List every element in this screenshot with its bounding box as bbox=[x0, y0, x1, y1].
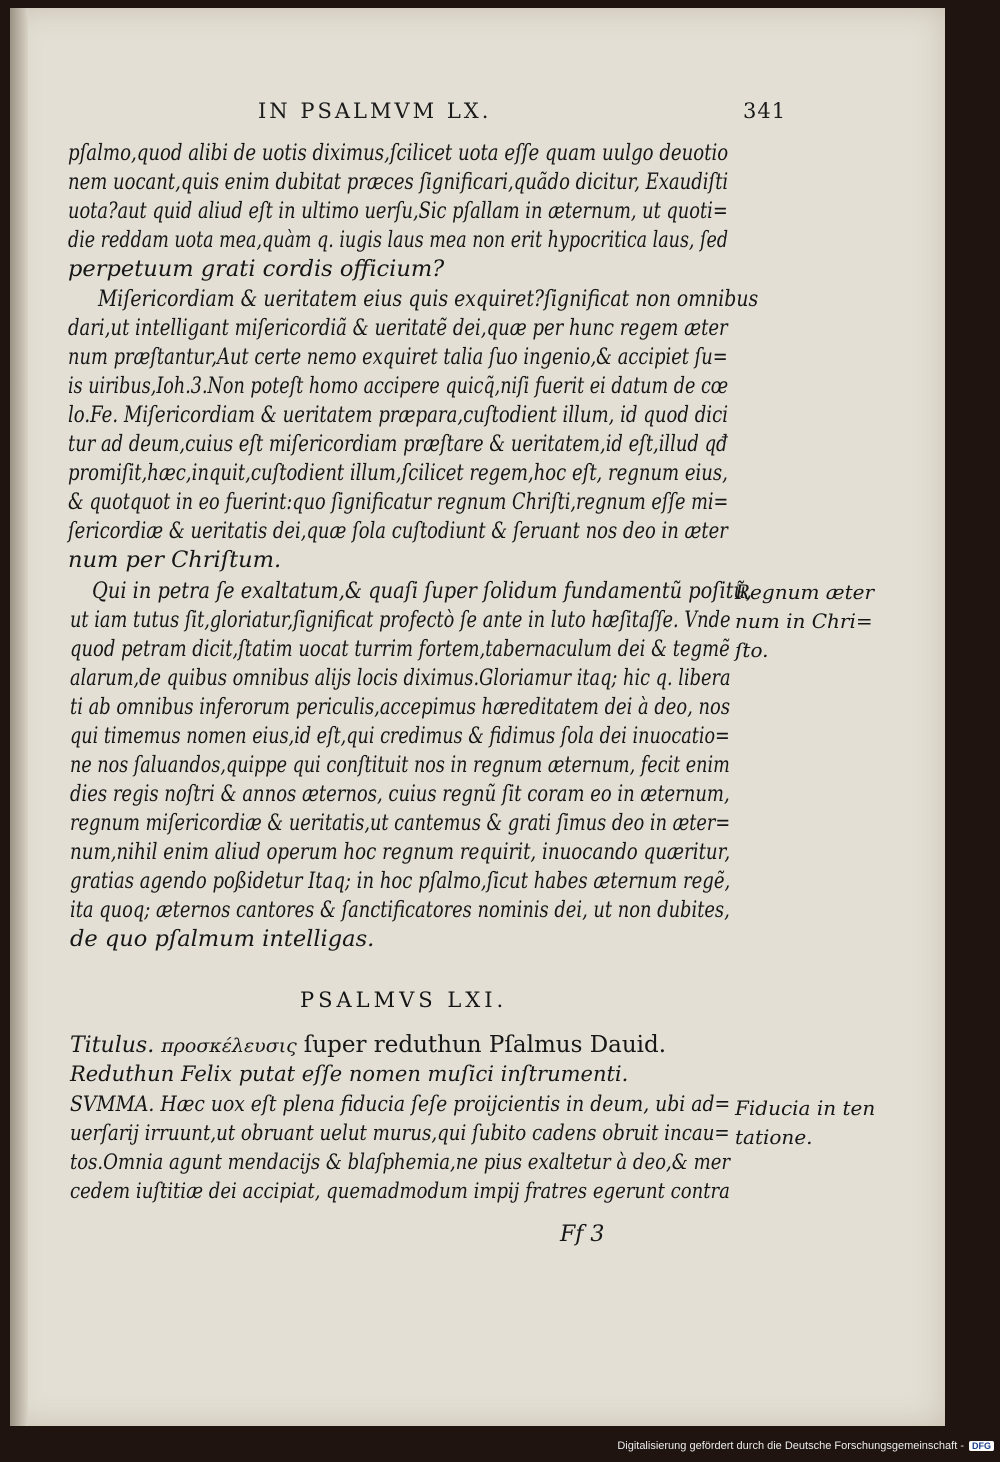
summa-line: uerſarij irruunt,ut obruant uelut murus,qui ſubito cadens obruit incau= bbox=[70, 1121, 730, 1145]
signature-mark: Ff 3 bbox=[560, 1222, 605, 1247]
dfg-logo: DFG bbox=[969, 1441, 994, 1451]
text-line: Miſericordiam & ueritatem eius quis exquiret?ſignificat non omnibus bbox=[98, 286, 759, 312]
summa-line: Reduthun Felix putat eſſe nomen muſici inſtrumenti. bbox=[70, 1062, 629, 1086]
titulus-greek: προσκέλευσις bbox=[161, 1035, 297, 1057]
titulus-rest: ſuper reduthun Pſalmus Dauid. bbox=[303, 1032, 667, 1058]
text-line: qui timemus nomen eius,id eſt,qui credimus & fidimus ſola dei inuocatio= bbox=[70, 723, 730, 749]
marginal-note-line: num in Chri= bbox=[735, 609, 873, 633]
text-line: is uiribus,Ioh.3.Non poteſt homo accipere quicq̃,niſi fuerit ei datum de cœ bbox=[68, 373, 729, 399]
summa-line: cedem iuſtitiæ dei accipiat, quemadmodum impij fratres egerunt contra bbox=[70, 1179, 730, 1203]
text-line: num per Chriſtum. bbox=[68, 547, 282, 573]
footer-text: Digitalisierung gefördert durch die Deutsche Forschungsgemeinschaft - bbox=[617, 1440, 964, 1452]
marginal-note-fiducia bbox=[735, 1094, 875, 1152]
text-line: perpetuum grati cordis officium? bbox=[68, 256, 445, 282]
text-line: regnum miſericordiæ & ueritatis,ut cantemus & grati ſimus deo in æter= bbox=[70, 810, 731, 836]
text-line: ne nos ſaluandos,quippe qui conſtituit nos in regnum æternum, fecit enim bbox=[70, 752, 730, 778]
text-line: dies regis noſtri & annos æternos, cuius regnũ ſit coram eo in æternum, bbox=[70, 781, 730, 807]
text-line: quod petram dicit,ſtatim uocat turrim fortem,tabernaculum dei & tegmẽ bbox=[70, 636, 730, 662]
titulus-line bbox=[70, 1032, 666, 1058]
marginal-note-line: ſto. bbox=[735, 638, 769, 662]
text-line: alarum,de quibus omnibus alijs locis diximus.Gloriamur itaq; hic q. libera bbox=[70, 665, 731, 691]
summa-line: tos.Omnia agunt mendacijs & blaſphemia,ne pius exaltetur à deo,& mer bbox=[70, 1150, 731, 1174]
page-gutter bbox=[10, 8, 28, 1426]
text-line: Qui in petra ſe exaltatum,& quaſi ſuper ſolidum fundamentũ poſitũ, bbox=[92, 578, 753, 604]
titulus-label: Titulus. bbox=[70, 1033, 155, 1058]
psalm-heading: PSALMVS LXI. bbox=[300, 988, 508, 1012]
text-line: de quo pſalmum intelligas. bbox=[70, 926, 375, 952]
text-line: ſericordiæ & ueritatis dei,quæ ſola cuſtodiunt & ſeruant nos deo in æter bbox=[68, 518, 728, 544]
text-line: tur ad deum,cuius eſt miſericordiam præſtare & ueritatem,id eſt,illud qđ bbox=[68, 431, 728, 457]
text-line: ti ab omnibus inferorum periculis,accepimus hæreditatem dei à deo, nos bbox=[70, 694, 731, 720]
text-line: uota?aut quid aliud eſt in ultimo uerſu,Sic pſallam in æternum, ut quoti= bbox=[68, 198, 728, 224]
text-line: & quotquot in eo fuerint:quo ſignificatur regnum Chriſti,regnum eſſe mi= bbox=[68, 489, 729, 515]
text-line: dari,ut intelligant miſericordiã & ueritatẽ dei,quæ per hunc regem æter bbox=[68, 315, 728, 341]
marginal-note-line: Fiducia in ten bbox=[735, 1096, 876, 1120]
marginal-note-line: Regnum æter bbox=[735, 580, 875, 604]
text-line: num præſtantur,Aut certe nemo exquiret talia ſuo ingenio,& accipiet ſu= bbox=[68, 344, 728, 370]
text-line: ita quoq; æternos cantores & ſanctificatores nominis dei, ut non dubites, bbox=[70, 897, 730, 923]
page-number: 341 bbox=[743, 99, 787, 123]
text-line: gratias agendo poßidetur Itaq; in hoc pſalmo,ſicut habes æternum regẽ, bbox=[70, 868, 731, 894]
text-line: nem uocant,quis enim dubitat præces ſignificari,quãdo dicitur, Exaudiſti bbox=[68, 169, 729, 195]
text-line: ut iam tutus ſit,gloriatur,ſignificat profectò ſe ante in luto hæſitaſſe. Vnde bbox=[70, 607, 731, 633]
summa-line: SVMMA. Hæc uox eſt plena fiducia ſeſe proijcientis in deum, ubi ad= bbox=[70, 1092, 731, 1116]
text-line: die reddam uota mea,quàm q. iugis laus mea non erit hypocritica laus, ſed bbox=[68, 227, 729, 253]
footer-credit bbox=[617, 1440, 994, 1452]
text-line: lo.Fe. Miſericordiam & ueritatem præpara,cuſtodient illum, id quod dici bbox=[68, 402, 728, 428]
text-line: num,nihil enim aliud operum hoc regnum requirit, inuocando quæritur, bbox=[70, 839, 731, 865]
marginal-note-line: tatione. bbox=[735, 1125, 813, 1149]
running-head: IN PSALMVM LX. bbox=[258, 99, 492, 123]
marginal-note-regnum bbox=[735, 578, 874, 665]
text-line: promiſit,hæc,inquit,cuſtodient illum,ſcilicet regem,hoc eſt, regnum eius, bbox=[68, 460, 728, 486]
text-line: pſalmo,quod alibi de uotis diximus,ſcilicet uota eſſe quam uulgo deuotio bbox=[68, 140, 729, 166]
